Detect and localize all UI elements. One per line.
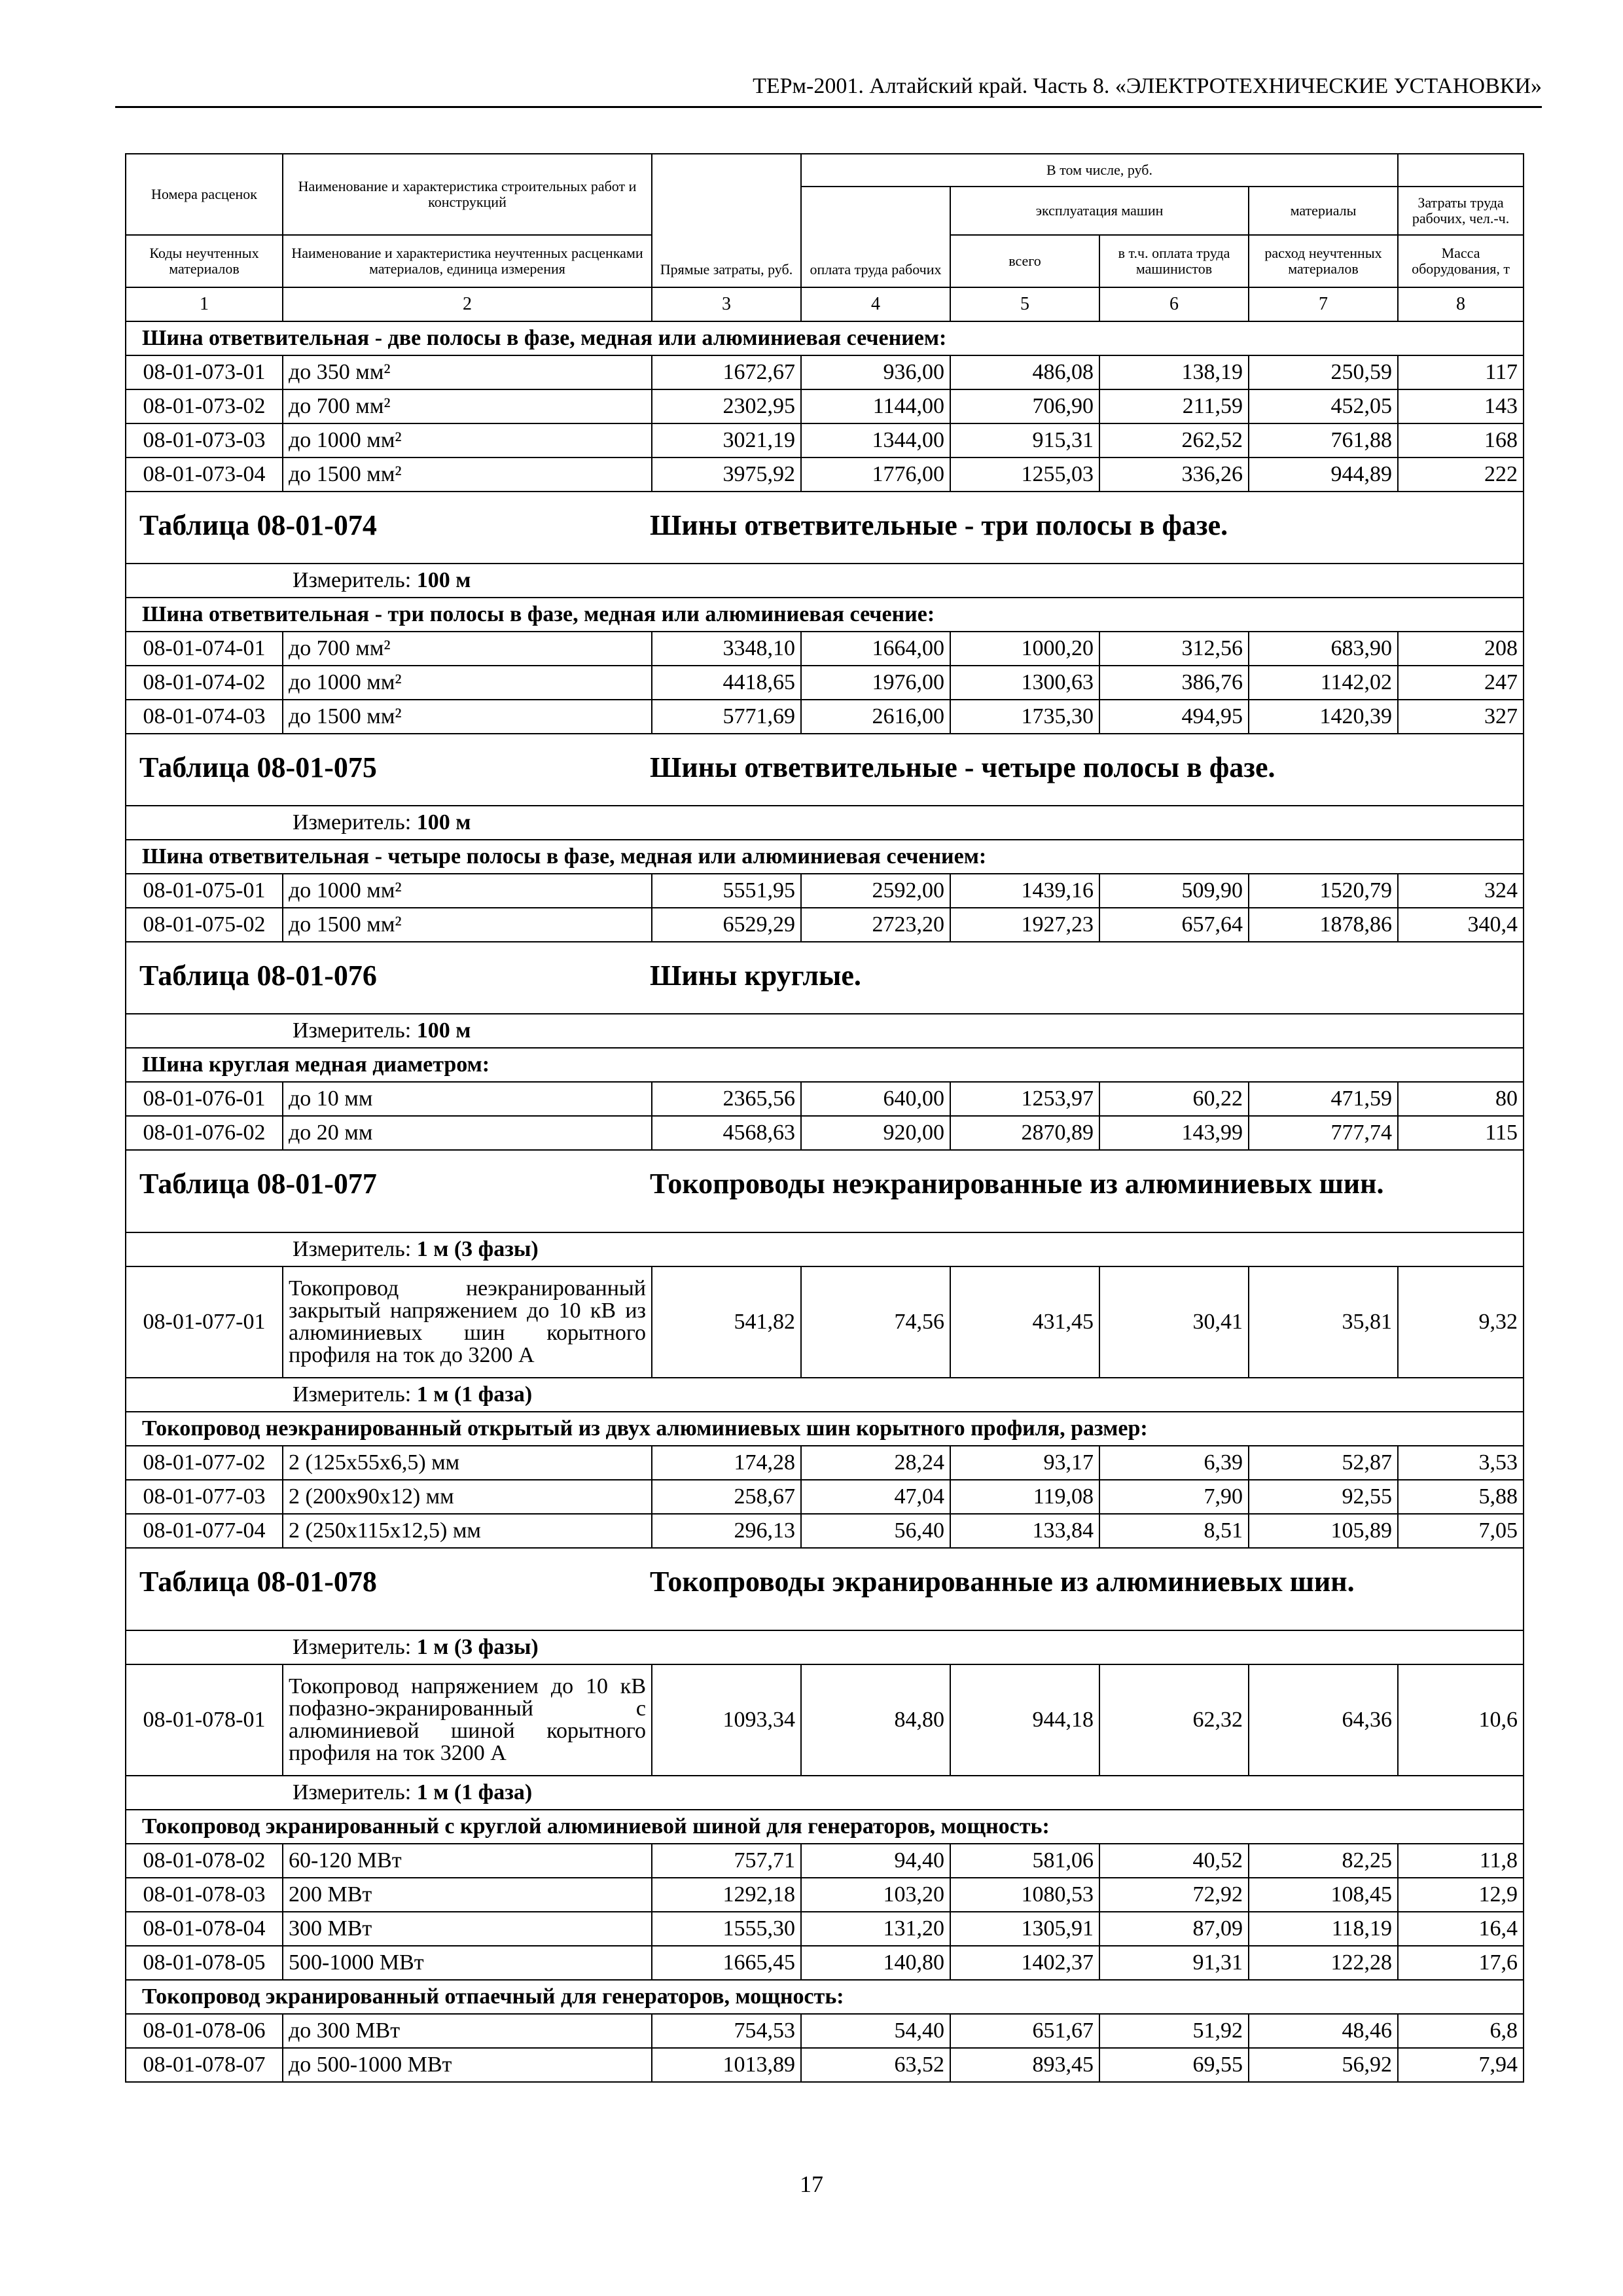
measurement-value: 100 м (416, 810, 471, 834)
measurement-label: Измеритель: (293, 810, 417, 834)
value-cell: 87,09 (1099, 1912, 1249, 1946)
measurement-value: 1 м (3 фазы) (416, 1237, 539, 1261)
value-cell: 6529,29 (652, 908, 801, 942)
work-name: 200 МВт (283, 1878, 652, 1912)
work-name: до 300 МВт (283, 2014, 652, 2048)
value-cell: 1776,00 (801, 457, 950, 492)
value-cell: 3975,92 (652, 457, 801, 492)
value-cell: 74,56 (801, 1266, 950, 1378)
table-title (126, 1548, 1524, 1630)
table-name: Токопроводы экранированные из алюминиевых шин. (650, 1566, 1355, 1598)
value-cell: 2365,56 (652, 1082, 801, 1116)
header-col2-top: Наименование и характеристика строительных работ и конструкций (283, 154, 652, 235)
group-heading: Шина круглая медная диаметром: (126, 1048, 1524, 1082)
value-cell: 340,4 (1398, 908, 1524, 942)
table-name: Шины ответвительные - четыре полосы в фазе. (650, 751, 1275, 783)
value-cell: 1664,00 (801, 632, 950, 666)
rate-code: 08-01-077-03 (126, 1480, 283, 1514)
value-cell: 9,32 (1398, 1266, 1524, 1378)
value-cell: 54,40 (801, 2014, 950, 2048)
value-cell: 2302,95 (652, 389, 801, 423)
work-name: Токопровод неэкранированный закрытый напряжением до 10 кВ из алюминиевых шин корытного профиля на ток до 3200 А (283, 1266, 652, 1378)
header-col1-top: Номера расценок (126, 154, 283, 235)
value-cell: 8,51 (1099, 1514, 1249, 1548)
table-row (126, 389, 1524, 423)
value-cell: 143 (1398, 389, 1524, 423)
value-cell: 5771,69 (652, 700, 801, 734)
value-cell: 1927,23 (950, 908, 1099, 942)
rate-code: 08-01-076-02 (126, 1116, 283, 1150)
value-cell: 651,67 (950, 2014, 1099, 2048)
value-cell: 10,6 (1398, 1664, 1524, 1776)
value-cell: 757,71 (652, 1844, 801, 1878)
table-id: Таблица 08-01-077 (139, 1168, 377, 1200)
value-cell: 118,19 (1249, 1912, 1398, 1946)
value-cell: 1555,30 (652, 1912, 801, 1946)
table-id: Таблица 08-01-078 (139, 1566, 377, 1598)
value-cell: 1255,03 (950, 457, 1099, 492)
measurement-unit (126, 806, 1524, 840)
rate-code: 08-01-077-01 (126, 1266, 283, 1378)
header-equipment-mass: Масса оборудования, т (1398, 235, 1524, 287)
value-cell: 168 (1398, 423, 1524, 457)
value-cell: 2616,00 (801, 700, 950, 734)
value-cell: 30,41 (1099, 1266, 1249, 1378)
value-cell: 2592,00 (801, 874, 950, 908)
value-cell: 258,67 (652, 1480, 801, 1514)
work-name: до 350 мм² (283, 355, 652, 389)
value-cell: 893,45 (950, 2048, 1099, 2082)
value-cell: 63,52 (801, 2048, 950, 2082)
value-cell: 211,59 (1099, 389, 1249, 423)
value-cell: 1000,20 (950, 632, 1099, 666)
value-cell: 1402,37 (950, 1946, 1099, 1980)
value-cell: 936,00 (801, 355, 950, 389)
measurement-unit (126, 1378, 1524, 1412)
work-name: до 1500 мм² (283, 700, 652, 734)
table-row (126, 632, 1524, 666)
value-cell: 1672,67 (652, 355, 801, 389)
header-col1-bottom: Коды неучтенных материалов (126, 235, 283, 287)
table-title (126, 734, 1524, 806)
value-cell: 1420,39 (1249, 700, 1398, 734)
measurement-value: 1 м (3 фазы) (416, 1635, 539, 1659)
value-cell: 1080,53 (950, 1878, 1099, 1912)
measurement-unit (126, 1630, 1524, 1664)
work-name: 2 (125x55x6,5) мм (283, 1446, 652, 1480)
rate-code: 08-01-078-02 (126, 1844, 283, 1878)
table-row (126, 423, 1524, 457)
value-cell: 40,52 (1099, 1844, 1249, 1878)
rate-code: 08-01-078-04 (126, 1912, 283, 1946)
value-cell: 1013,89 (652, 2048, 801, 2082)
value-cell: 140,80 (801, 1946, 950, 1980)
value-cell: 51,92 (1099, 2014, 1249, 2048)
header-materials: материалы (1249, 187, 1398, 235)
measurement-unit (126, 1232, 1524, 1266)
table-row (126, 1514, 1524, 1548)
value-cell: 7,05 (1398, 1514, 1524, 1548)
value-cell: 12,9 (1398, 1878, 1524, 1912)
value-cell: 105,89 (1249, 1514, 1398, 1548)
table-row (126, 1946, 1524, 1980)
value-cell: 1735,30 (950, 700, 1099, 734)
value-cell: 93,17 (950, 1446, 1099, 1480)
table-title (126, 492, 1524, 564)
table-row (126, 1664, 1524, 1776)
value-cell: 119,08 (950, 1480, 1099, 1514)
value-cell: 1292,18 (652, 1878, 801, 1912)
value-cell: 509,90 (1099, 874, 1249, 908)
value-cell: 944,18 (950, 1664, 1099, 1776)
value-cell: 1144,00 (801, 389, 950, 423)
value-cell: 103,20 (801, 1878, 950, 1912)
value-cell: 5,88 (1398, 1480, 1524, 1514)
work-name: до 20 мм (283, 1116, 652, 1150)
work-name: до 1000 мм² (283, 423, 652, 457)
value-cell: 1665,45 (652, 1946, 801, 1980)
col-number: 1 (126, 287, 283, 321)
col-number: 7 (1249, 287, 1398, 321)
work-name: 60-120 МВт (283, 1844, 652, 1878)
column-number-row (126, 287, 1524, 321)
rate-code: 08-01-075-02 (126, 908, 283, 942)
page-number: 17 (800, 2171, 823, 2197)
col-number: 8 (1398, 287, 1524, 321)
work-name: до 1000 мм² (283, 874, 652, 908)
table-id: Таблица 08-01-074 (139, 509, 377, 541)
value-cell: 250,59 (1249, 355, 1398, 389)
group-heading: Токопровод экранированный отпаечный для генераторов, мощность: (126, 1980, 1524, 2014)
value-cell: 657,64 (1099, 908, 1249, 942)
work-name: до 700 мм² (283, 389, 652, 423)
table-name: Токопроводы неэкранированные из алюминиевых шин. (650, 1168, 1384, 1200)
table-row (126, 1266, 1524, 1378)
value-cell: 35,81 (1249, 1266, 1398, 1378)
table-name: Шины круглые. (650, 960, 861, 992)
table-row (126, 1912, 1524, 1946)
value-cell: 541,82 (652, 1266, 801, 1378)
work-name: Токопровод напряжением до 10 кВ пофазно-экранированный с алюминиевой шиной корытного профиля на ток 3200 А (283, 1664, 652, 1776)
rate-code: 08-01-078-01 (126, 1664, 283, 1776)
value-cell: 915,31 (950, 423, 1099, 457)
value-cell: 7,90 (1099, 1480, 1249, 1514)
value-cell: 56,92 (1249, 2048, 1398, 2082)
group-heading: Шина ответвительная - две полосы в фазе, медная или алюминиевая сечением: (126, 321, 1524, 355)
value-cell: 494,95 (1099, 700, 1249, 734)
work-name: 2 (200x90x12) мм (283, 1480, 652, 1514)
table-row (126, 1844, 1524, 1878)
value-cell: 82,25 (1249, 1844, 1398, 1878)
header-machines-pay: в т.ч. оплата труда машинистов (1099, 235, 1249, 287)
work-name: до 700 мм² (283, 632, 652, 666)
col-number: 2 (283, 287, 652, 321)
table-row (126, 1082, 1524, 1116)
value-cell: 62,32 (1099, 1664, 1249, 1776)
value-cell: 1300,63 (950, 666, 1099, 700)
value-cell: 17,6 (1398, 1946, 1524, 1980)
value-cell: 296,13 (652, 1514, 801, 1548)
rate-code: 08-01-078-07 (126, 2048, 283, 2082)
value-cell: 138,19 (1099, 355, 1249, 389)
col-number: 4 (801, 287, 950, 321)
value-cell: 84,80 (801, 1664, 950, 1776)
header-labor-cost: Затраты труда рабочих, чел.-ч. (1398, 187, 1524, 235)
value-cell: 1976,00 (801, 666, 950, 700)
work-name: до 500-1000 МВт (283, 2048, 652, 2082)
value-cell: 72,92 (1099, 1878, 1249, 1912)
value-cell: 312,56 (1099, 632, 1249, 666)
value-cell: 208 (1398, 632, 1524, 666)
value-cell: 143,99 (1099, 1116, 1249, 1150)
table-row (126, 2048, 1524, 2082)
table-row (126, 1116, 1524, 1150)
value-cell: 4418,65 (652, 666, 801, 700)
rate-code: 08-01-074-01 (126, 632, 283, 666)
value-cell: 1305,91 (950, 1912, 1099, 1946)
value-cell: 452,05 (1249, 389, 1398, 423)
value-cell: 247 (1398, 666, 1524, 700)
rate-code: 08-01-078-03 (126, 1878, 283, 1912)
value-cell: 944,89 (1249, 457, 1398, 492)
header-labor-pay: оплата труда рабочих (801, 187, 950, 287)
rate-code: 08-01-073-02 (126, 389, 283, 423)
value-cell: 3,53 (1398, 1446, 1524, 1480)
table-id: Таблица 08-01-076 (139, 960, 377, 992)
table-row (126, 666, 1524, 700)
value-cell: 6,8 (1398, 2014, 1524, 2048)
rate-code: 08-01-073-03 (126, 423, 283, 457)
running-header: ТЕРм-2001. Алтайский край. Часть 8. «ЭЛЕКТРОТЕХНИЧЕСКИЕ УСТАНОВКИ» (115, 72, 1542, 108)
col-number: 3 (652, 287, 801, 321)
work-name: до 10 мм (283, 1082, 652, 1116)
value-cell: 122,28 (1249, 1946, 1398, 1980)
measurement-unit (126, 1014, 1524, 1048)
value-cell: 133,84 (950, 1514, 1099, 1548)
value-cell: 1520,79 (1249, 874, 1398, 908)
value-cell: 16,4 (1398, 1912, 1524, 1946)
table-row (126, 908, 1524, 942)
table-row (126, 1480, 1524, 1514)
value-cell: 920,00 (801, 1116, 950, 1150)
work-name: 300 МВт (283, 1912, 652, 1946)
rate-code: 08-01-078-05 (126, 1946, 283, 1980)
group-heading: Шина ответвительная - три полосы в фазе, медная или алюминиевая сечение: (126, 598, 1524, 632)
work-name: 500-1000 МВт (283, 1946, 652, 1980)
value-cell: 336,26 (1099, 457, 1249, 492)
value-cell: 28,24 (801, 1446, 950, 1480)
value-cell: 581,06 (950, 1844, 1099, 1878)
value-cell: 131,20 (801, 1912, 950, 1946)
header-including: В том числе, руб. (801, 154, 1398, 187)
rate-code: 08-01-077-02 (126, 1446, 283, 1480)
measurement-label: Измеритель: (293, 1018, 417, 1043)
value-cell: 683,90 (1249, 632, 1398, 666)
measurement-label: Измеритель: (293, 568, 417, 592)
value-cell: 80 (1398, 1082, 1524, 1116)
value-cell: 777,74 (1249, 1116, 1398, 1150)
value-cell: 431,45 (950, 1266, 1099, 1378)
measurement-value: 100 м (416, 1018, 471, 1043)
value-cell: 1142,02 (1249, 666, 1398, 700)
col-number: 6 (1099, 287, 1249, 321)
value-cell: 60,22 (1099, 1082, 1249, 1116)
price-table (125, 153, 1524, 2083)
value-cell: 5551,95 (652, 874, 801, 908)
value-cell: 222 (1398, 457, 1524, 492)
measurement-value: 1 м (1 фаза) (416, 1382, 533, 1407)
header-materials-unaccounted: расход неучтенных материалов (1249, 235, 1398, 287)
header-machines: эксплуатация машин (950, 187, 1249, 235)
rate-code: 08-01-073-01 (126, 355, 283, 389)
value-cell: 94,40 (801, 1844, 950, 1878)
table-row (126, 700, 1524, 734)
value-cell: 2723,20 (801, 908, 950, 942)
value-cell: 4568,63 (652, 1116, 801, 1150)
group-heading: Шина ответвительная - четыре полосы в фазе, медная или алюминиевая сечением: (126, 840, 1524, 874)
header-col2-bottom: Наименование и характеристика неучтенных расценками материалов, единица измерения (283, 235, 652, 287)
value-cell: 115 (1398, 1116, 1524, 1150)
measurement-label: Измеритель: (293, 1382, 417, 1407)
value-cell: 324 (1398, 874, 1524, 908)
value-cell: 1439,16 (950, 874, 1099, 908)
table-row (126, 457, 1524, 492)
header-direct-costs: Прямые затраты, руб. (652, 154, 801, 287)
value-cell: 7,94 (1398, 2048, 1524, 2082)
value-cell: 56,40 (801, 1514, 950, 1548)
value-cell: 1253,97 (950, 1082, 1099, 1116)
table-title (126, 942, 1524, 1014)
rate-code: 08-01-075-01 (126, 874, 283, 908)
table-row (126, 2014, 1524, 2048)
value-cell: 1093,34 (652, 1664, 801, 1776)
table-row (126, 874, 1524, 908)
table-row (126, 1878, 1524, 1912)
value-cell: 92,55 (1249, 1480, 1398, 1514)
value-cell: 48,46 (1249, 2014, 1398, 2048)
rate-code: 08-01-073-04 (126, 457, 283, 492)
measurement-label: Измеритель: (293, 1237, 417, 1261)
measurement-label: Измеритель: (293, 1780, 417, 1804)
value-cell: 69,55 (1099, 2048, 1249, 2082)
table-row (126, 1446, 1524, 1480)
value-cell: 3348,10 (652, 632, 801, 666)
value-cell: 761,88 (1249, 423, 1398, 457)
rate-code: 08-01-078-06 (126, 2014, 283, 2048)
value-cell: 262,52 (1099, 423, 1249, 457)
work-name: 2 (250x115x12,5) мм (283, 1514, 652, 1548)
work-name: до 1000 мм² (283, 666, 652, 700)
measurement-label: Измеритель: (293, 1635, 417, 1659)
value-cell: 327 (1398, 700, 1524, 734)
value-cell: 640,00 (801, 1082, 950, 1116)
value-cell: 64,36 (1249, 1664, 1398, 1776)
value-cell: 11,8 (1398, 1844, 1524, 1878)
rate-code: 08-01-074-03 (126, 700, 283, 734)
col-number: 5 (950, 287, 1099, 321)
work-name: до 1500 мм² (283, 457, 652, 492)
value-cell: 1344,00 (801, 423, 950, 457)
table-row (126, 355, 1524, 389)
work-name: до 1500 мм² (283, 908, 652, 942)
value-cell: 471,59 (1249, 1082, 1398, 1116)
value-cell: 174,28 (652, 1446, 801, 1480)
value-cell: 91,31 (1099, 1946, 1249, 1980)
measurement-unit (126, 564, 1524, 598)
table-name: Шины ответвительные - три полосы в фазе. (650, 509, 1228, 541)
header-blank (1398, 154, 1524, 187)
value-cell: 52,87 (1249, 1446, 1398, 1480)
value-cell: 108,45 (1249, 1878, 1398, 1912)
value-cell: 47,04 (801, 1480, 950, 1514)
value-cell: 386,76 (1099, 666, 1249, 700)
value-cell: 6,39 (1099, 1446, 1249, 1480)
header-machines-total: всего (950, 235, 1099, 287)
measurement-value: 1 м (1 фаза) (416, 1780, 533, 1804)
value-cell: 486,08 (950, 355, 1099, 389)
value-cell: 117 (1398, 355, 1524, 389)
group-heading: Токопровод экранированный с круглой алюминиевой шиной для генераторов, мощность: (126, 1810, 1524, 1844)
measurement-value: 100 м (416, 568, 471, 592)
value-cell: 754,53 (652, 2014, 801, 2048)
rate-code: 08-01-077-04 (126, 1514, 283, 1548)
value-cell: 1878,86 (1249, 908, 1398, 942)
table-id: Таблица 08-01-075 (139, 751, 377, 783)
table-title (126, 1150, 1524, 1232)
measurement-unit (126, 1776, 1524, 1810)
value-cell: 2870,89 (950, 1116, 1099, 1150)
value-cell: 706,90 (950, 389, 1099, 423)
rate-code: 08-01-074-02 (126, 666, 283, 700)
group-heading: Токопровод неэкранированный открытый из двух алюминиевых шин корытного профиля, размер: (126, 1412, 1524, 1446)
rate-code: 08-01-076-01 (126, 1082, 283, 1116)
value-cell: 3021,19 (652, 423, 801, 457)
